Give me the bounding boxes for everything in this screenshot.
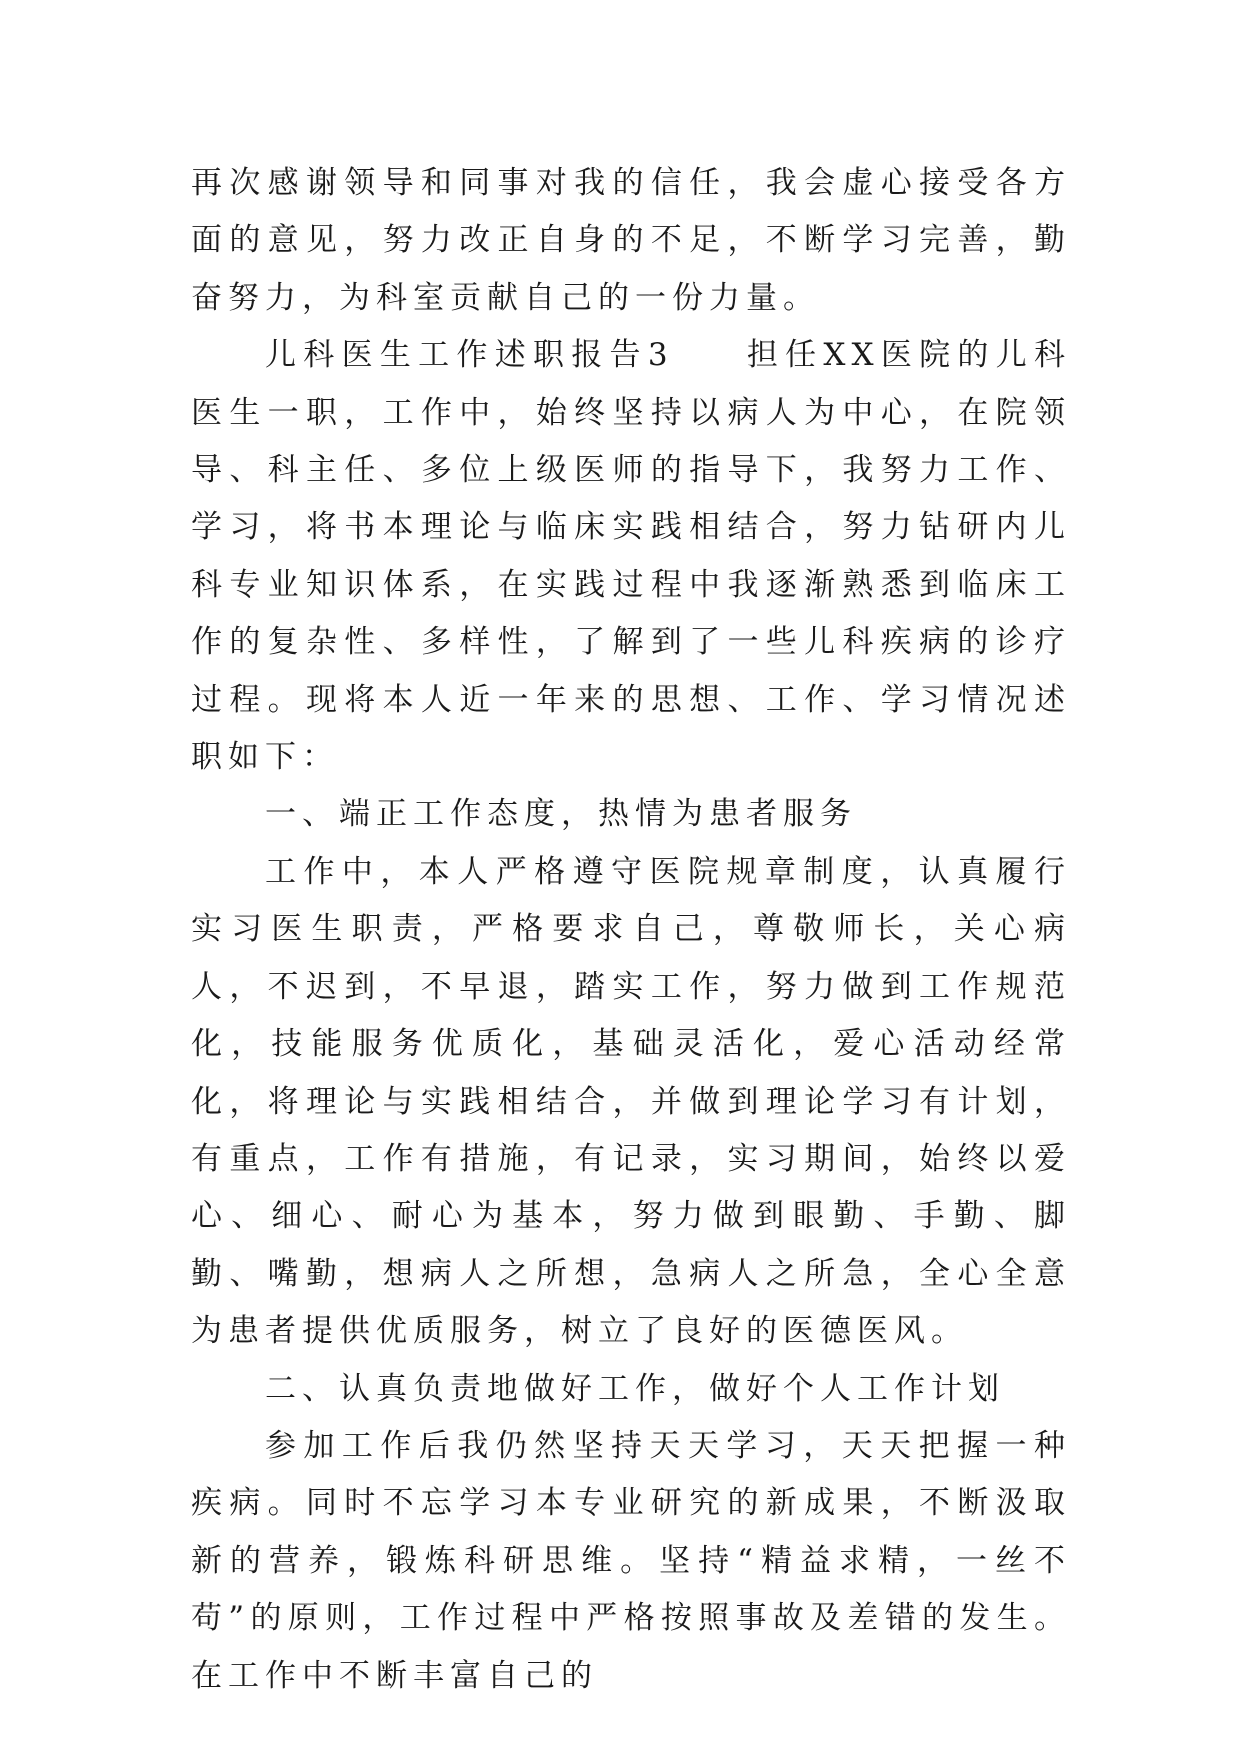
paragraph-section-1: 工作中，本人严格遵守医院规章制度，认真履行实习医生职责，严格要求自己，尊敬师长，关心病人，不迟到，不早退，踏实工作，努力做到工作规范化，技能服务优质化，基础灵活化，爱心活动经常化，将理论与实践相结合，并做到理论学习有计划，有重点，工作有措施，有记录，实习期间，始终以爱心、细心、耐心为基本，努力做到眼勤、手勤、脚勤、嘴勤，想病人之所想，急病人之所急，全心全意为患者提供优质服务，树立了良好的医德医风。 [191, 853, 1071, 1350]
section-heading-1: 一、端正工作态度，热情为患者服务 [265, 796, 857, 833]
section-heading-2: 二、认真负责地做好工作，做好个人工作计划 [265, 1370, 1005, 1407]
paragraph-report-intro [191, 327, 1071, 786]
report-intro-text: 担任XX医院的儿科医生一职，工作中，始终坚持以病人为中心，在院领导、科主任、多位上级医师的指导下，我努力工作、学习，将书本理论与临床实践相结合，努力钻研内儿科专业知识体系，在实践过程中我逐渐熟悉到临床工作的复杂性、多样性，了解到了一些儿科疾病的诊疗过程。现将本人近一年来的思想、工作、学习情况述职如下： [191, 337, 1071, 776]
report-heading: 儿科医生工作述职报告3 [265, 337, 674, 374]
document-body [191, 155, 1071, 1705]
paragraph-section-2: 参加工作后我仍然坚持天天学习，天天把握一种疾病。同时不忘学习本专业研究的新成果，不断汲取新的营养，锻炼科研思维。坚持“精益求精，一丝不苟”的原则，工作过程中严格按照事故及差错的发生。在工作中不断丰富自己的 [191, 1427, 1071, 1694]
paragraph-closing: 再次感谢领导和同事对我的信任，我会虚心接受各方面的意见，努力改正自身的不足，不断学习完善，勤奋努力，为科室贡献自己的一份力量。 [191, 165, 1071, 316]
